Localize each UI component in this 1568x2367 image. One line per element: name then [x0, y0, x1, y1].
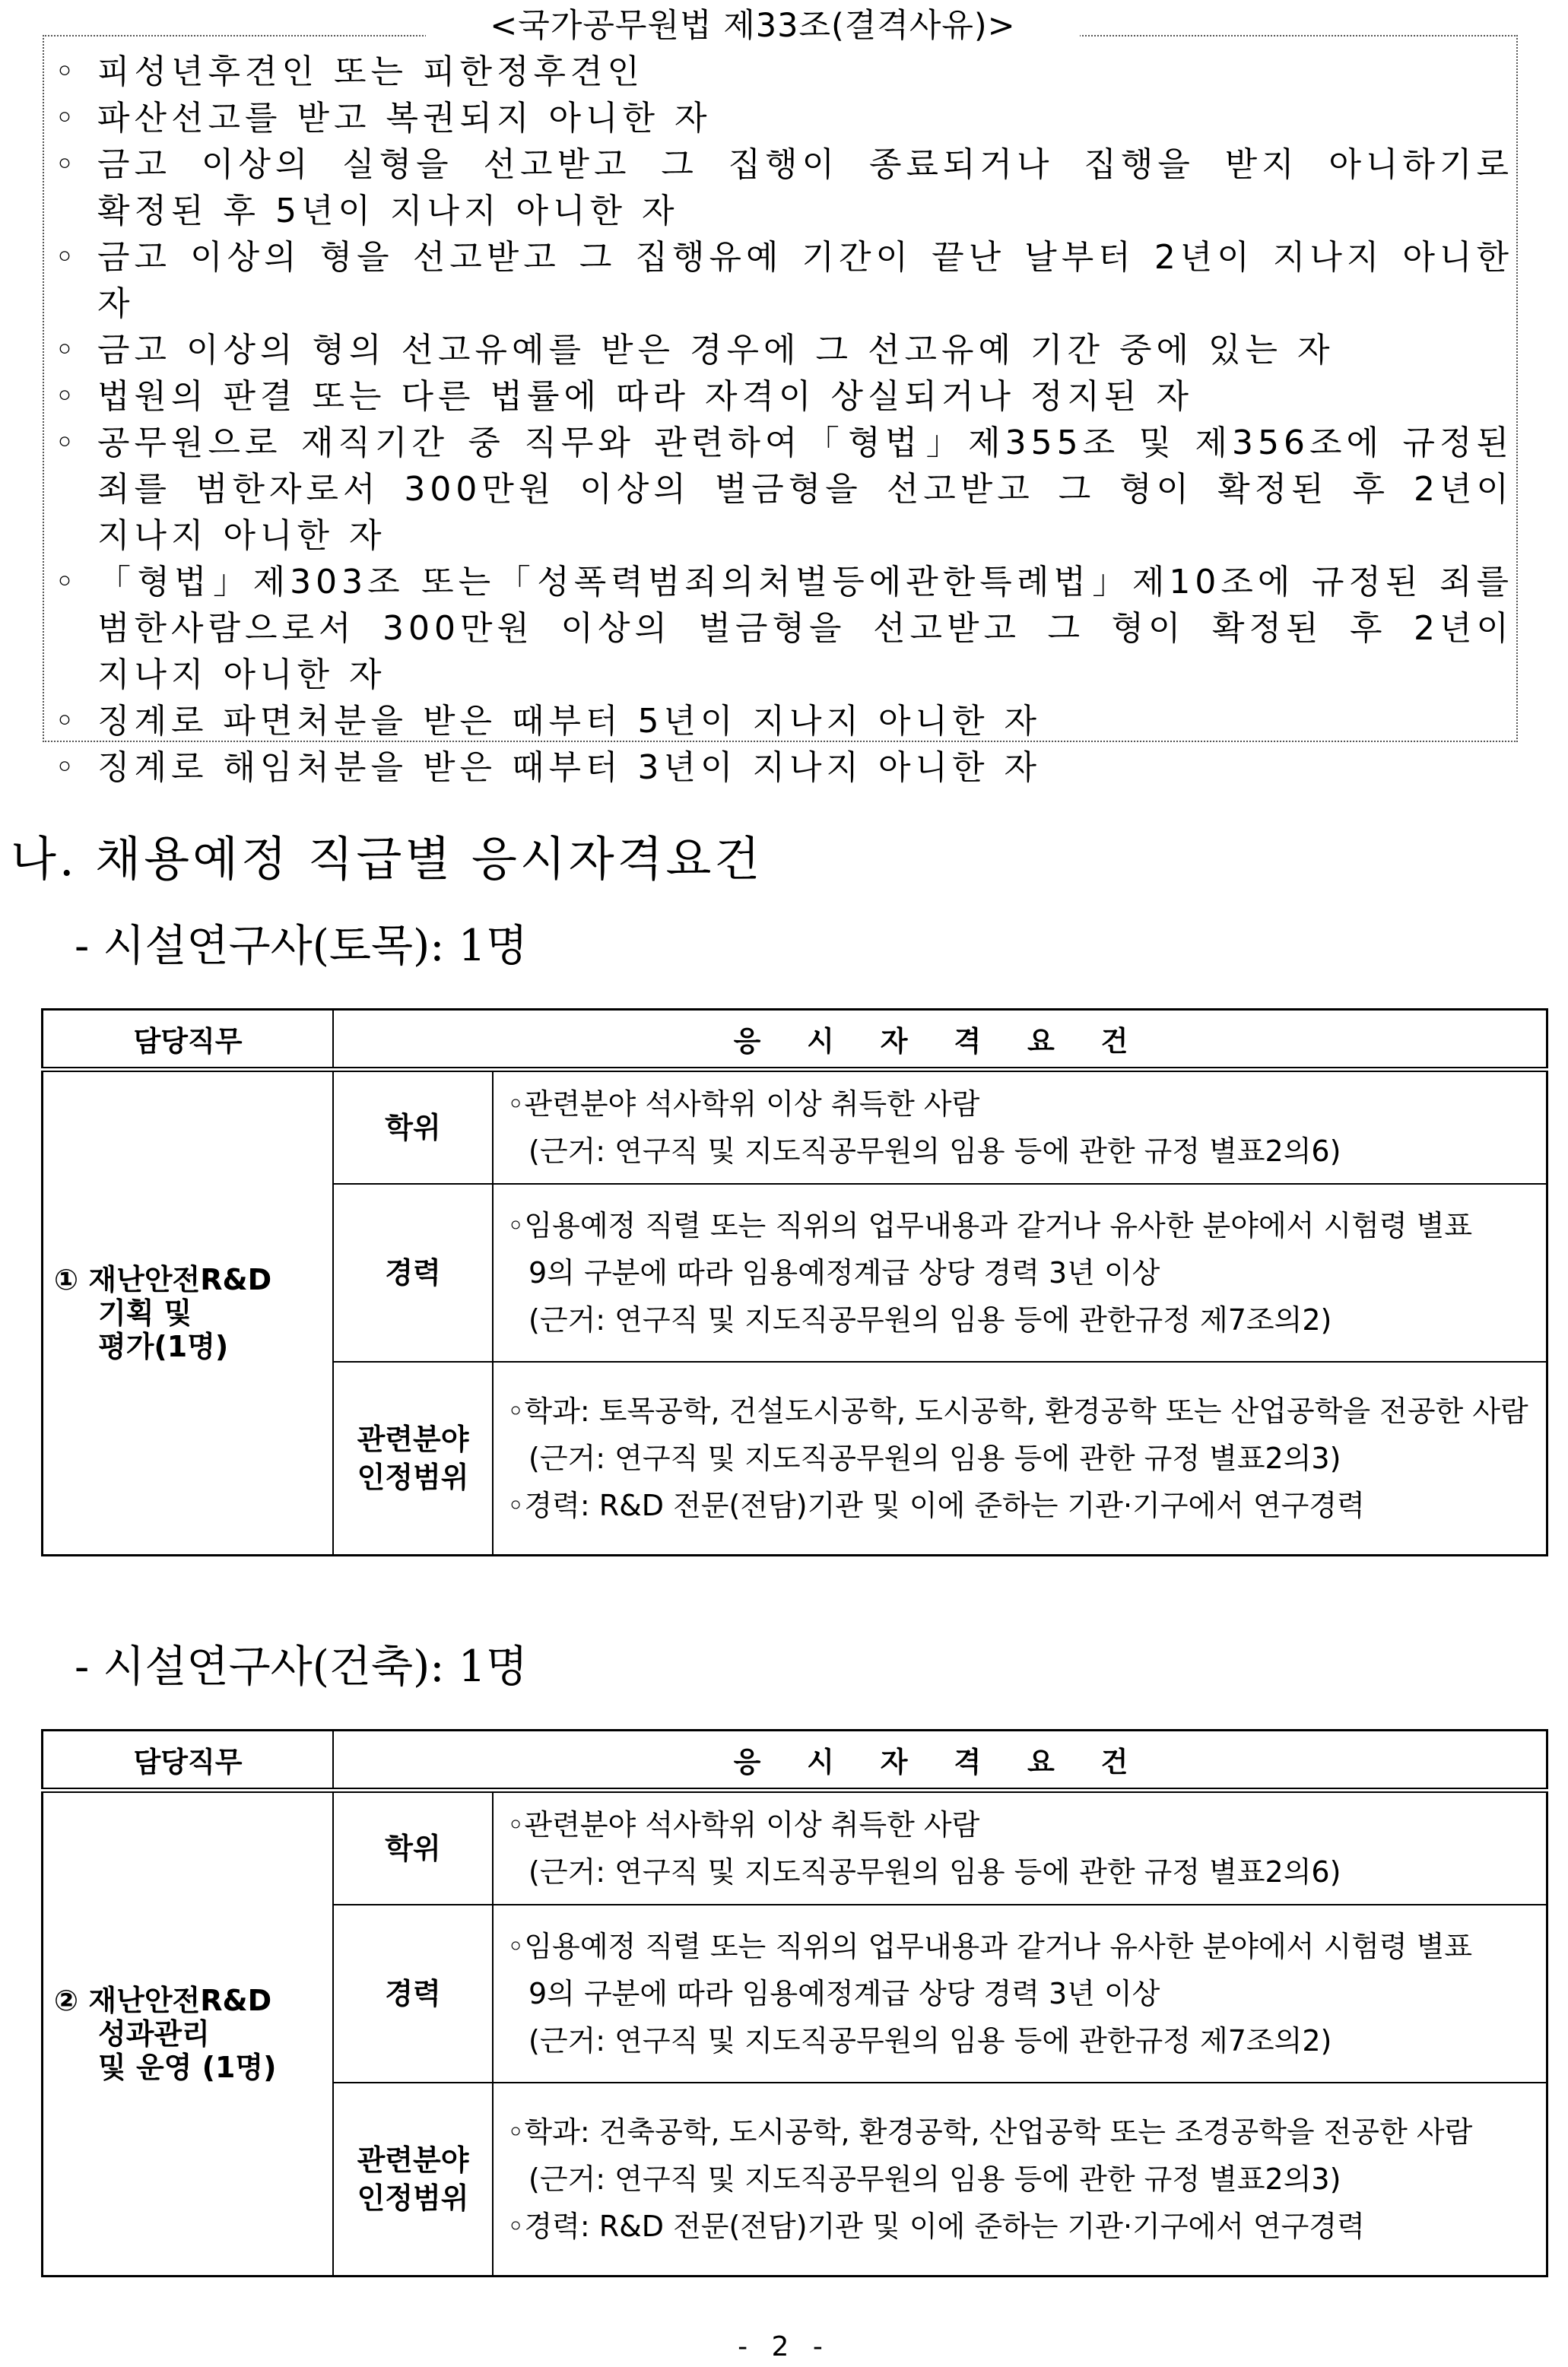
list-item-line: 범한사람으로서 300만원 이상의 벌금형을 선고받고 그 형이 확정된 후 2년이	[97, 609, 1513, 648]
list-item-line: 공무원으로 재직기간 중 직무와 관련하여「형법」제355조 및 제356조에 규정된	[97, 424, 1513, 462]
bullet-icon: ◦	[55, 424, 75, 462]
list-item	[53, 234, 1513, 327]
text-line: 경력	[385, 1977, 441, 2010]
header-duty: 담당직무	[43, 1010, 334, 1070]
description-line: (근거: 연구직 및 지도직공무원의 임용 등에 관한 규정 별표2의3)	[528, 2162, 1341, 2196]
text-line: ① 재난안전R&D	[54, 1263, 272, 1296]
text-line: 관련분야	[357, 1423, 469, 1456]
list-item-line: 금고 이상의 형의 선고유예를 받은 경우에 그 선고유예 기간 중에 있는 자	[97, 331, 1335, 370]
text-line: 경력	[385, 1256, 441, 1290]
list-item-line: 금고 이상의 형을 선고받고 그 집행유예 기간이 끝난 날부터 2년이 지나지 아니한 자	[97, 238, 1513, 323]
list-item-line: 징계로 해임처분을 받은 때부터 3년이 지나지 아니한 자	[97, 748, 1041, 787]
requirements-table-architecture	[41, 1729, 1548, 2277]
header-requirements: 응 시 자 격 요 건	[333, 1010, 1547, 1070]
section-heading: 나. 채용예정 직급별 응시자격요건	[11, 831, 763, 887]
header-requirements: 응 시 자 격 요 건	[333, 1731, 1547, 1791]
bullet-icon: ◦	[55, 331, 75, 370]
requirements-table-civil	[41, 1008, 1548, 1556]
list-item	[53, 95, 1513, 141]
page-number: - 2 -	[738, 2331, 830, 2362]
bullet-icon: ◦	[55, 99, 75, 138]
text-line: 및 운영 (1명)	[98, 2051, 277, 2084]
text-line: 학위	[385, 1111, 441, 1144]
list-item-line: 지나지 아니한 자	[97, 655, 386, 694]
category-cell	[333, 1362, 493, 1556]
category-cell	[333, 1905, 493, 2083]
description-cell	[493, 1070, 1547, 1185]
text-line: 기획 및	[98, 1296, 192, 1330]
list-item	[53, 373, 1513, 420]
subheading-architecture: - 시설연구사(건축): 1명	[75, 1642, 528, 1692]
text-line: 학위	[385, 1832, 441, 1865]
text-line: 인정범위	[357, 1461, 469, 1494]
list-item	[53, 327, 1513, 373]
list-item-line: 피성년후견인 또는 피한정후견인	[97, 52, 645, 91]
duty-cell	[43, 1070, 334, 1556]
description-cell	[493, 2083, 1547, 2277]
bullet-icon: ◦	[55, 563, 75, 601]
list-item-line: 파산선고를 받고 복권되지 아니한 자	[97, 99, 712, 138]
description-line: (근거: 연구직 및 지도직공무원의 임용 등에 관한 규정 별표2의6)	[528, 1134, 1341, 1168]
description-line: ◦학과: 토목공학, 건설도시공학, 도시공학, 환경공학 또는 산업공학을 전공한 사람	[507, 1394, 1528, 1428]
category-cell	[333, 1184, 493, 1362]
description-line: (근거: 연구직 및 지도직공무원의 임용 등에 관한규정 제7조의2)	[528, 2024, 1332, 2058]
description-line: ◦학과: 건축공학, 도시공학, 환경공학, 산업공학 또는 조경공학을 전공한 사람	[507, 2115, 1473, 2149]
description-line: ◦관련분야 석사학위 이상 취득한 사람	[507, 1087, 980, 1121]
list-item	[53, 49, 1513, 95]
description-cell	[493, 1362, 1547, 1556]
text-line: 인정범위	[357, 2181, 469, 2215]
description-cell	[493, 1184, 1547, 1362]
description-line: (근거: 연구직 및 지도직공무원의 임용 등에 관한 규정 별표2의3)	[528, 1442, 1341, 1475]
category-cell	[333, 2083, 493, 2277]
disqualification-list	[53, 49, 1513, 791]
description-line: ◦경력: R&D 전문(전담)기관 및 이에 준하는 기관·기구에서 연구경력	[507, 1489, 1365, 1522]
bullet-icon: ◦	[55, 145, 75, 184]
table-header-row	[43, 1010, 1547, 1070]
category-cell	[333, 1791, 493, 1905]
description-cell	[493, 1791, 1547, 1905]
list-item	[53, 420, 1513, 559]
list-item	[53, 698, 1513, 744]
bullet-icon: ◦	[55, 238, 75, 277]
list-item-line: 확정된 후 5년이 지나지 아니한 자	[97, 192, 679, 230]
bullet-icon: ◦	[55, 702, 75, 741]
bullet-icon: ◦	[55, 377, 75, 416]
description-line: ◦임용예정 직렬 또는 직위의 업무내용과 같거나 유사한 분야에서 시험령 별표	[507, 1930, 1473, 1963]
bullet-icon: ◦	[55, 52, 75, 91]
description-line: ◦임용예정 직렬 또는 직위의 업무내용과 같거나 유사한 분야에서 시험령 별표	[507, 1209, 1473, 1242]
list-item-line: 죄를 범한자로서 300만원 이상의 벌금형을 선고받고 그 형이 확정된 후 2년이	[97, 470, 1514, 509]
description-line: (근거: 연구직 및 지도직공무원의 임용 등에 관한규정 제7조의2)	[528, 1303, 1332, 1337]
table-header-row	[43, 1731, 1547, 1791]
description-line: (근거: 연구직 및 지도직공무원의 임용 등에 관한 규정 별표2의6)	[528, 1855, 1341, 1889]
bullet-icon: ◦	[55, 748, 75, 787]
disqualification-title: <국가공무원법 제33조(결격사유)>	[426, 3, 1080, 49]
list-item-line: 금고 이상의 실형을 선고받고 그 집행이 종료되거나 집행을 받지 아니하기로	[97, 145, 1513, 184]
description-line: 9의 구분에 따라 임용예정계급 상당 경력 3년 이상	[528, 1977, 1160, 2010]
subheading-civil: - 시설연구사(토목): 1명	[75, 921, 528, 971]
text-line: ② 재난안전R&D	[54, 1984, 272, 2017]
list-item-line: 「형법」제303조 또는「성폭력범죄의처벌등에관한특례법」제10조에 규정된 죄를	[97, 563, 1513, 601]
text-line: 성과관리	[98, 2017, 210, 2051]
list-item	[53, 744, 1513, 791]
table-row	[43, 1791, 1547, 1905]
duty-cell	[43, 1791, 334, 2277]
list-item	[53, 559, 1513, 698]
list-item	[53, 141, 1513, 234]
description-cell	[493, 1905, 1547, 2083]
description-line: ◦경력: R&D 전문(전담)기관 및 이에 준하는 기관·기구에서 연구경력	[507, 2210, 1365, 2243]
list-item-line: 지나지 아니한 자	[97, 516, 386, 555]
description-line: 9의 구분에 따라 임용예정계급 상당 경력 3년 이상	[528, 1256, 1160, 1290]
list-item-line: 법원의 판결 또는 다른 법률에 따라 자격이 상실되거나 정지된 자	[97, 377, 1193, 416]
description-line: ◦관련분야 석사학위 이상 취득한 사람	[507, 1808, 980, 1842]
text-line: 평가(1명)	[98, 1330, 229, 1363]
text-line: 관련분야	[357, 2143, 469, 2177]
list-item-line: 징계로 파면처분을 받은 때부터 5년이 지나지 아니한 자	[97, 702, 1041, 741]
header-duty: 담당직무	[43, 1731, 334, 1791]
table-row	[43, 1070, 1547, 1185]
category-cell	[333, 1070, 493, 1185]
